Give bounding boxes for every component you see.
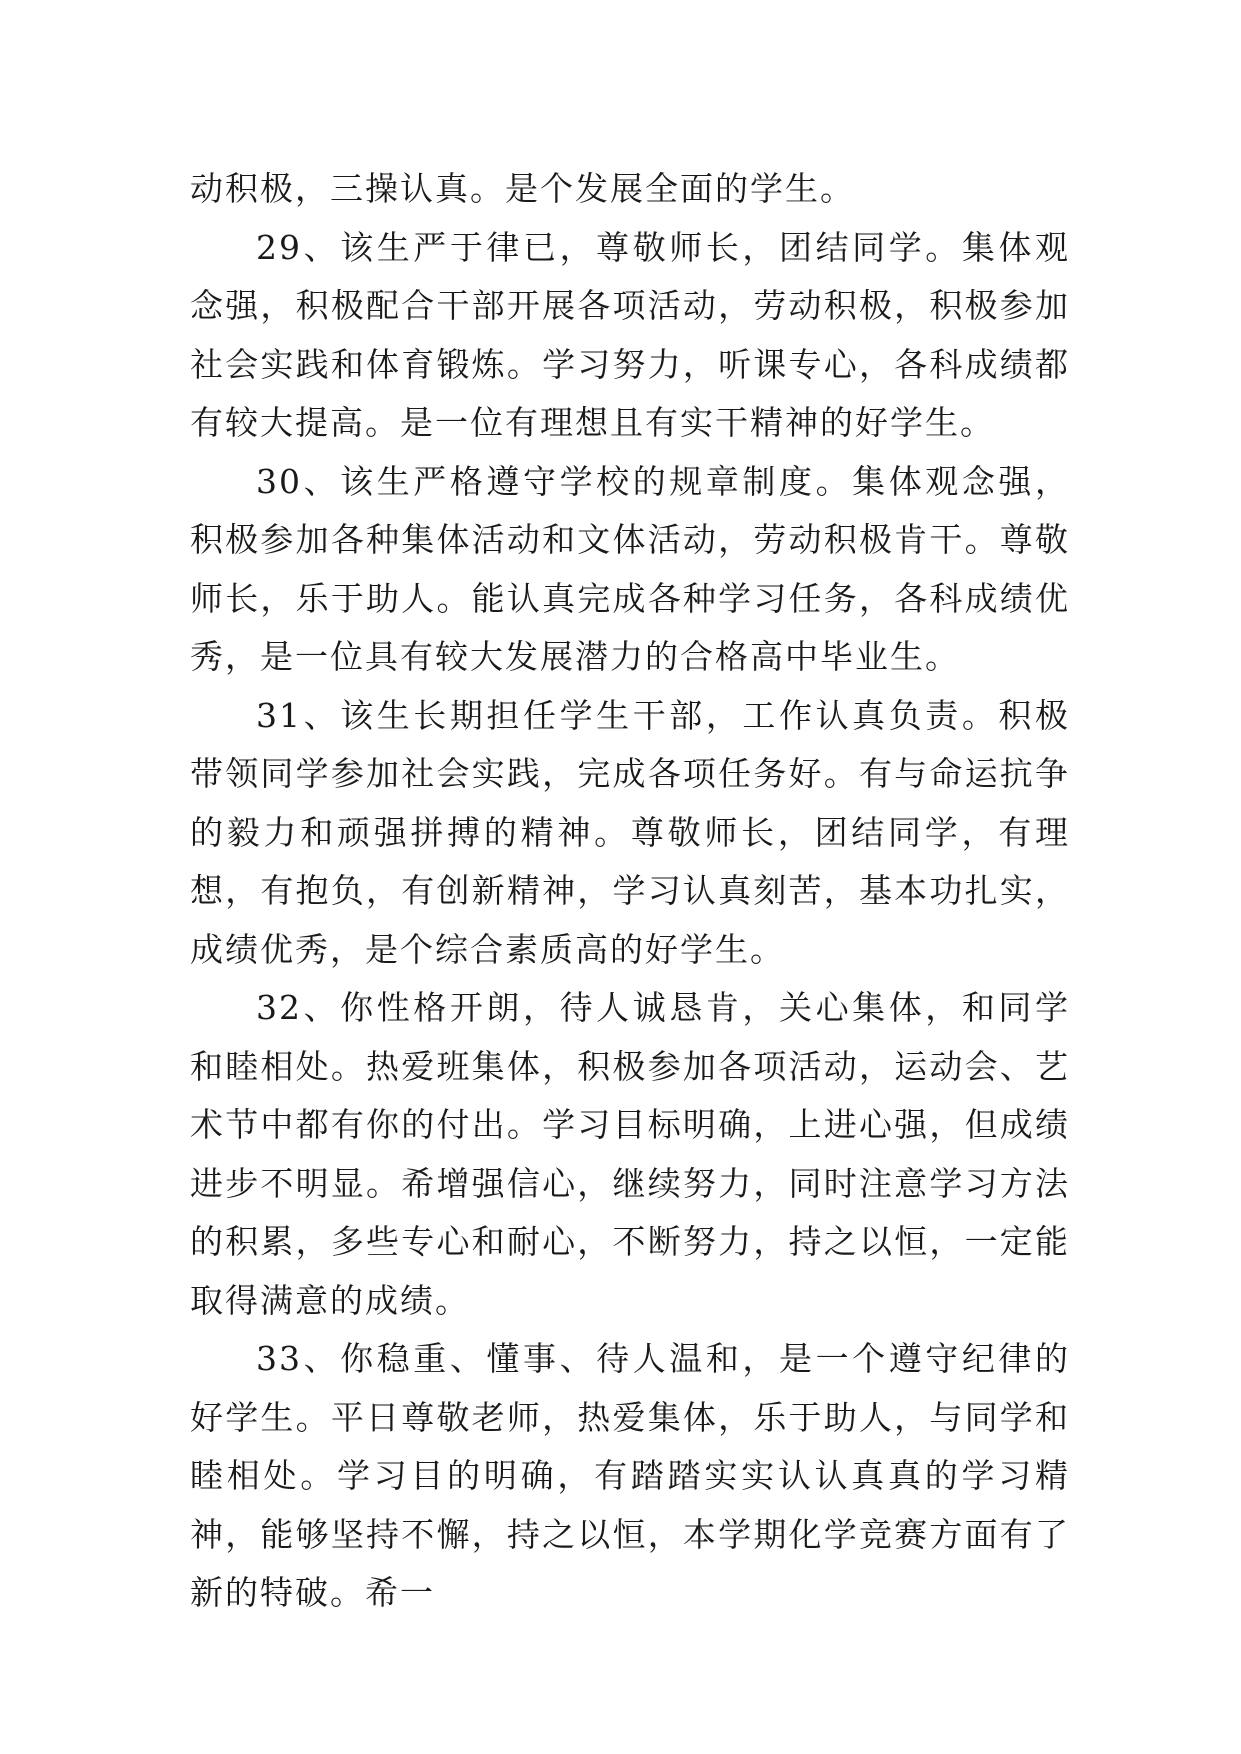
paragraph-30: 30、该生严格遵守学校的规章制度。集体观念强，积极参加各种集体活动和文体活动，劳动积极肯干。尊敬师长，乐于助人。能认真完成各种学习任务，各科成绩优秀，是一位具有较大发展潜力的合格高中毕业生。 — [190, 461, 1070, 676]
paragraph-32: 32、你性格开朗，待人诚恳肯，关心集体，和同学和睦相处。热爱班集体，积极参加各项活动，运动会、艺术节中都有你的付出。学习目标明确，上进心强，但成绩进步不明显。希增强信心，继续努力，同时注意学习方法的积累，多些专心和耐心，不断努力，持之以恒，一定能取得满意的成绩。 — [190, 988, 1070, 1320]
paragraph-31: 31、该生长期担任学生干部，工作认真负责。积极带领同学参加社会实践，完成各项任务好。有与命运抗争的毅力和顽强拼搏的精神。尊敬师长，团结同学，有理想，有抱负，有创新精神，学习认真刻苦，基本功扎实，成绩优秀，是个综合素质高的好学生。 — [190, 695, 1070, 969]
paragraph-continuation: 动积极，三操认真。是个发展全面的学生。 — [190, 169, 855, 208]
paragraph-33: 33、你稳重、懂事、待人温和，是一个遵守纪律的好学生。平日尊敬老师，热爱集体，乐于助人，与同学和睦相处。学习目的明确，有踏踏实实认认真真的学习精神，能够坚持不懈，持之以恒，本学期化学竞赛方面有了新的特破。希一 — [190, 1339, 1070, 1612]
paragraph-29: 29、该生严于律已，尊敬师长，团结同学。集体观念强，积极配合干部开展各项活动，劳动积极，积极参加社会实践和体育锻炼。学习努力，听课专心，各科成绩都有较大提高。是一位有理想且有实干精神的好学生。 — [190, 227, 1070, 442]
document-body — [190, 160, 1070, 1623]
